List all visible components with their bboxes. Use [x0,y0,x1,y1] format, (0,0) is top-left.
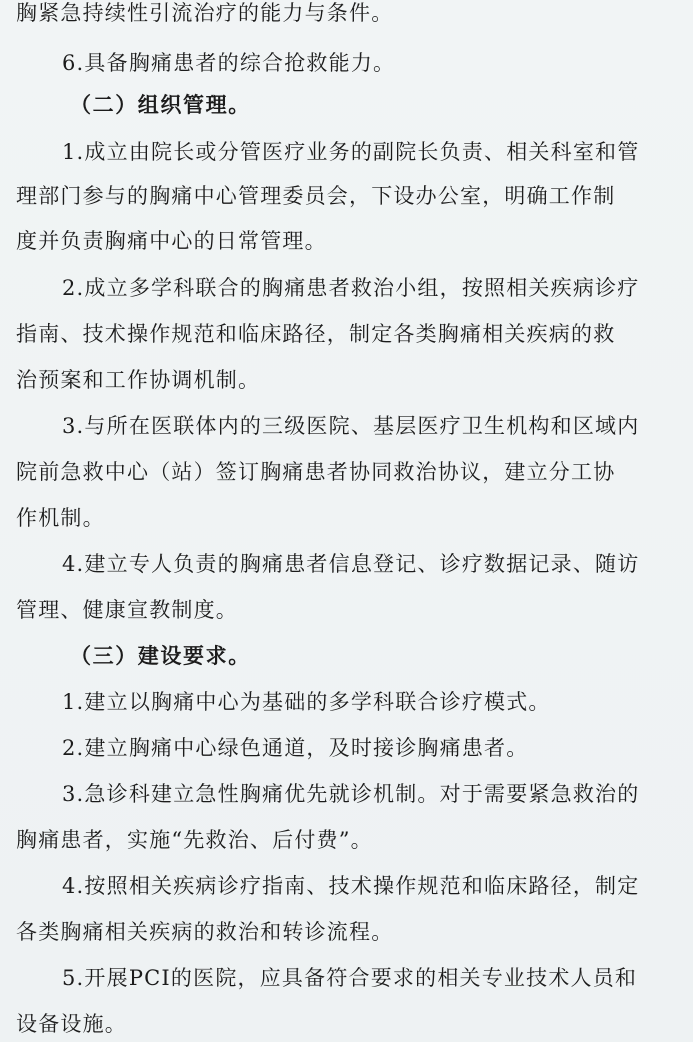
paragraph-line: 治预案和工作协调机制。 [16,368,261,392]
paragraph-line: 6.具备胸痛患者的综合抢救能力。 [62,51,396,75]
paragraph-line: 胸紧急持续性引流治疗的能力与条件。 [16,1,394,25]
paragraph-line: 管理、健康宣教制度。 [16,598,238,622]
paragraph-line: 2.建立胸痛中心绿色通道，及时接诊胸痛患者。 [62,736,529,760]
paragraph-line: 1.建立以胸痛中心为基础的多学科联合诊疗模式。 [62,690,551,714]
paragraph-line: 设备设施。 [16,1012,127,1036]
paragraph-line: 5.开展PCI的医院，应具备符合要求的相关专业技术人员和 [62,966,638,990]
paragraph-line: 3.急诊科建立急性胸痛优先就诊机制。对于需要紧急救治的 [62,782,640,806]
section-heading: （二）组织管理。 [70,92,251,117]
paragraph-line: 胸痛患者，实施“先救治、后付费”。 [16,828,373,852]
paragraph-line: 2.成立多学科联合的胸痛患者救治小组，按照相关疾病诊疗 [62,276,640,300]
paragraph-line: 3.与所在医联体内的三级医院、基层医疗卫生机构和区域内 [62,414,640,438]
paragraph-line: 作机制。 [16,506,105,530]
paragraph-line: 1.成立由院长或分管医疗业务的副院长负责、相关科室和管 [62,140,640,164]
paragraph-line: 度并负责胸痛中心的日常管理。 [16,229,327,253]
paragraph-line: 各类胸痛相关疾病的救治和转诊流程。 [16,920,394,944]
paragraph-line: 4.建立专人负责的胸痛患者信息登记、诊疗数据记录、随访 [62,552,640,576]
paragraph-line: 4.按照相关疾病诊疗指南、技术操作规范和临床路径，制定 [62,874,640,898]
paragraph-line: 指南、技术操作规范和临床路径，制定各类胸痛相关疾病的救 [16,322,616,346]
paragraph-line: 理部门参与的胸痛中心管理委员会，下设办公室，明确工作制 [16,184,616,208]
section-heading: （三）建设要求。 [70,643,251,668]
paragraph-line: 院前急救中心（站）签订胸痛患者协同救治协议，建立分工协 [16,460,616,484]
